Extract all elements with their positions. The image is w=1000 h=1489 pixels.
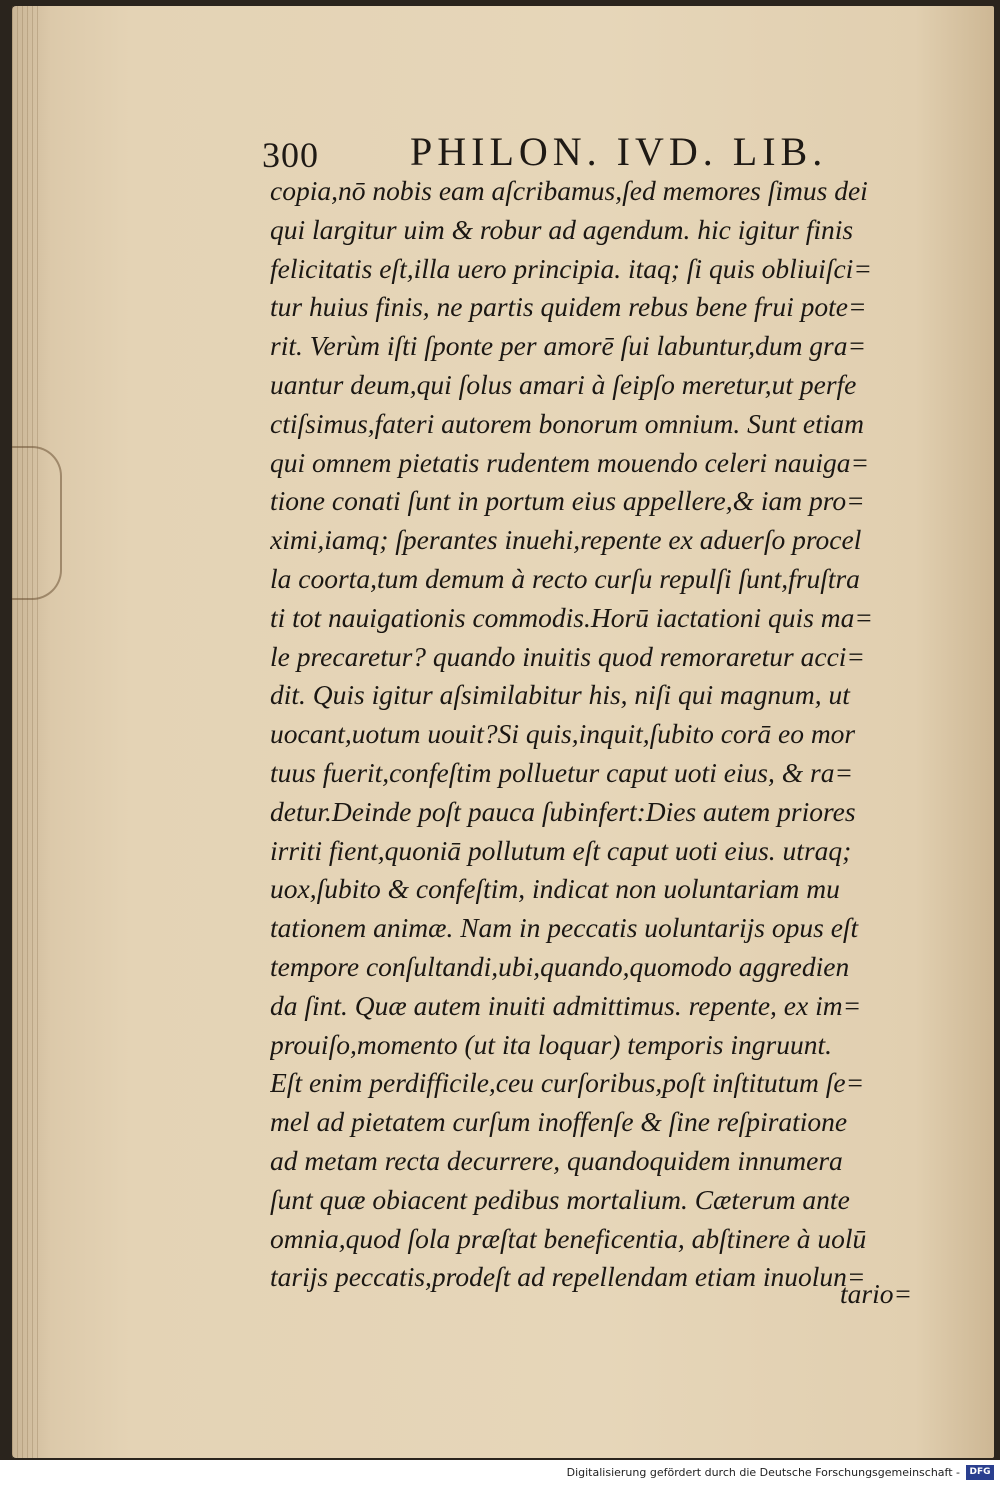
text-line: felicitatis eſt,illa uero principia. itaq; ſi quis obliuiſci= — [270, 252, 872, 284]
text-line: le precaretur? quando inuitis quod remoraretur acci= — [270, 640, 865, 672]
text-line: rit. Verùm iſti ſponte per amorē ſui labuntur,dum gra= — [270, 330, 867, 362]
text-line: tempore conſultandi,ubi,quando,quomodo aggredien — [270, 950, 850, 982]
text-line: tationem animæ. Nam in peccatis uoluntarijs opus eſt — [270, 912, 859, 944]
text-line: tarijs peccatis,prodeſt ad repellendam etiam inuolun= — [270, 1261, 866, 1293]
text-line: Eſt enim perdifficile,ceu curſoribus,poſt inſtitutum ſe= — [270, 1067, 865, 1099]
body-text — [270, 172, 925, 1297]
catchword: tario= — [840, 1278, 913, 1309]
text-line: copia,nō nobis eam aſcribamus,ſed memores ſimus dei — [270, 175, 868, 206]
digitization-footer — [0, 1460, 1000, 1489]
text-line: ximi,iamq; ſperantes inuehi,repente ex aduerſo procel — [270, 524, 862, 556]
text-line: ſunt quæ obiacent pedibus mortalium. Cæterum ante — [270, 1183, 850, 1215]
text-line: dit. Quis igitur aſsimilabitur his, niſi qui magnum, ut — [270, 679, 850, 711]
text-line: prouiſo,momento (ut ita loquar) temporis ingruunt. — [270, 1028, 832, 1060]
clasp-mark — [12, 446, 62, 600]
text-line: ctiſsimus,fateri autorem bonorum omnium. Sunt etiam — [270, 407, 865, 439]
text-line: tione conati ſunt in portum eius appellere,& iam pro= — [270, 485, 865, 517]
text-line: mel ad pietatem curſum inoffenſe & ſine reſpiratione — [270, 1106, 848, 1138]
text-line: qui largitur uim & robur ad agendum. hic igitur finis — [270, 213, 854, 245]
text-line: tur huius finis, ne partis quidem rebus bene frui pote= — [270, 291, 867, 323]
text-line: tuus fuerit,confeſtim polluetur caput uoti eius, & ra= — [270, 756, 854, 788]
funding-credit: Digitalisierung gefördert durch die Deutsche Forschungsgemeinschaft - — [566, 1466, 960, 1479]
text-line: ti tot nauigationis commodis.Horū iactationi quis ma= — [270, 601, 873, 633]
text-line: uocant,uotum uouit?Si quis,inquit,ſubito corā eo mor — [270, 718, 856, 750]
text-line: uox,ſubito & confeſtim, indicat non uoluntariam mu — [270, 873, 840, 905]
page-header — [262, 128, 862, 178]
text-line: la coorta,tum demum à recto curſu repulſi ſunt,fruſtra — [270, 562, 860, 594]
running-head: PHILON. IVD. LIB. — [410, 129, 828, 174]
text-line: da ſint. Quæ autem inuiti admittimus. repente, ex im= — [270, 989, 862, 1021]
text-line: omnia,quod ſola præſtat beneficentia, abſtinere à uolū — [270, 1222, 867, 1254]
text-line: qui omnem pietatis rudentem mouendo celeri nauiga= — [270, 446, 870, 478]
page-number: 300 — [262, 135, 319, 175]
dfg-logo-icon: DFG — [966, 1465, 994, 1480]
text-line: irriti fient,quoniā pollutum eſt caput uoti eius. utraq; — [270, 834, 852, 866]
text-line: detur.Deinde poſt pauca ſubinfert:Dies autem priores — [270, 795, 856, 827]
text-line: uantur deum,qui ſolus amari à ſeipſo meretur,ut perfe — [270, 368, 857, 400]
page-edge-shading — [12, 6, 38, 1458]
text-line: ad metam recta decurrere, quandoquidem innumera — [270, 1144, 843, 1176]
